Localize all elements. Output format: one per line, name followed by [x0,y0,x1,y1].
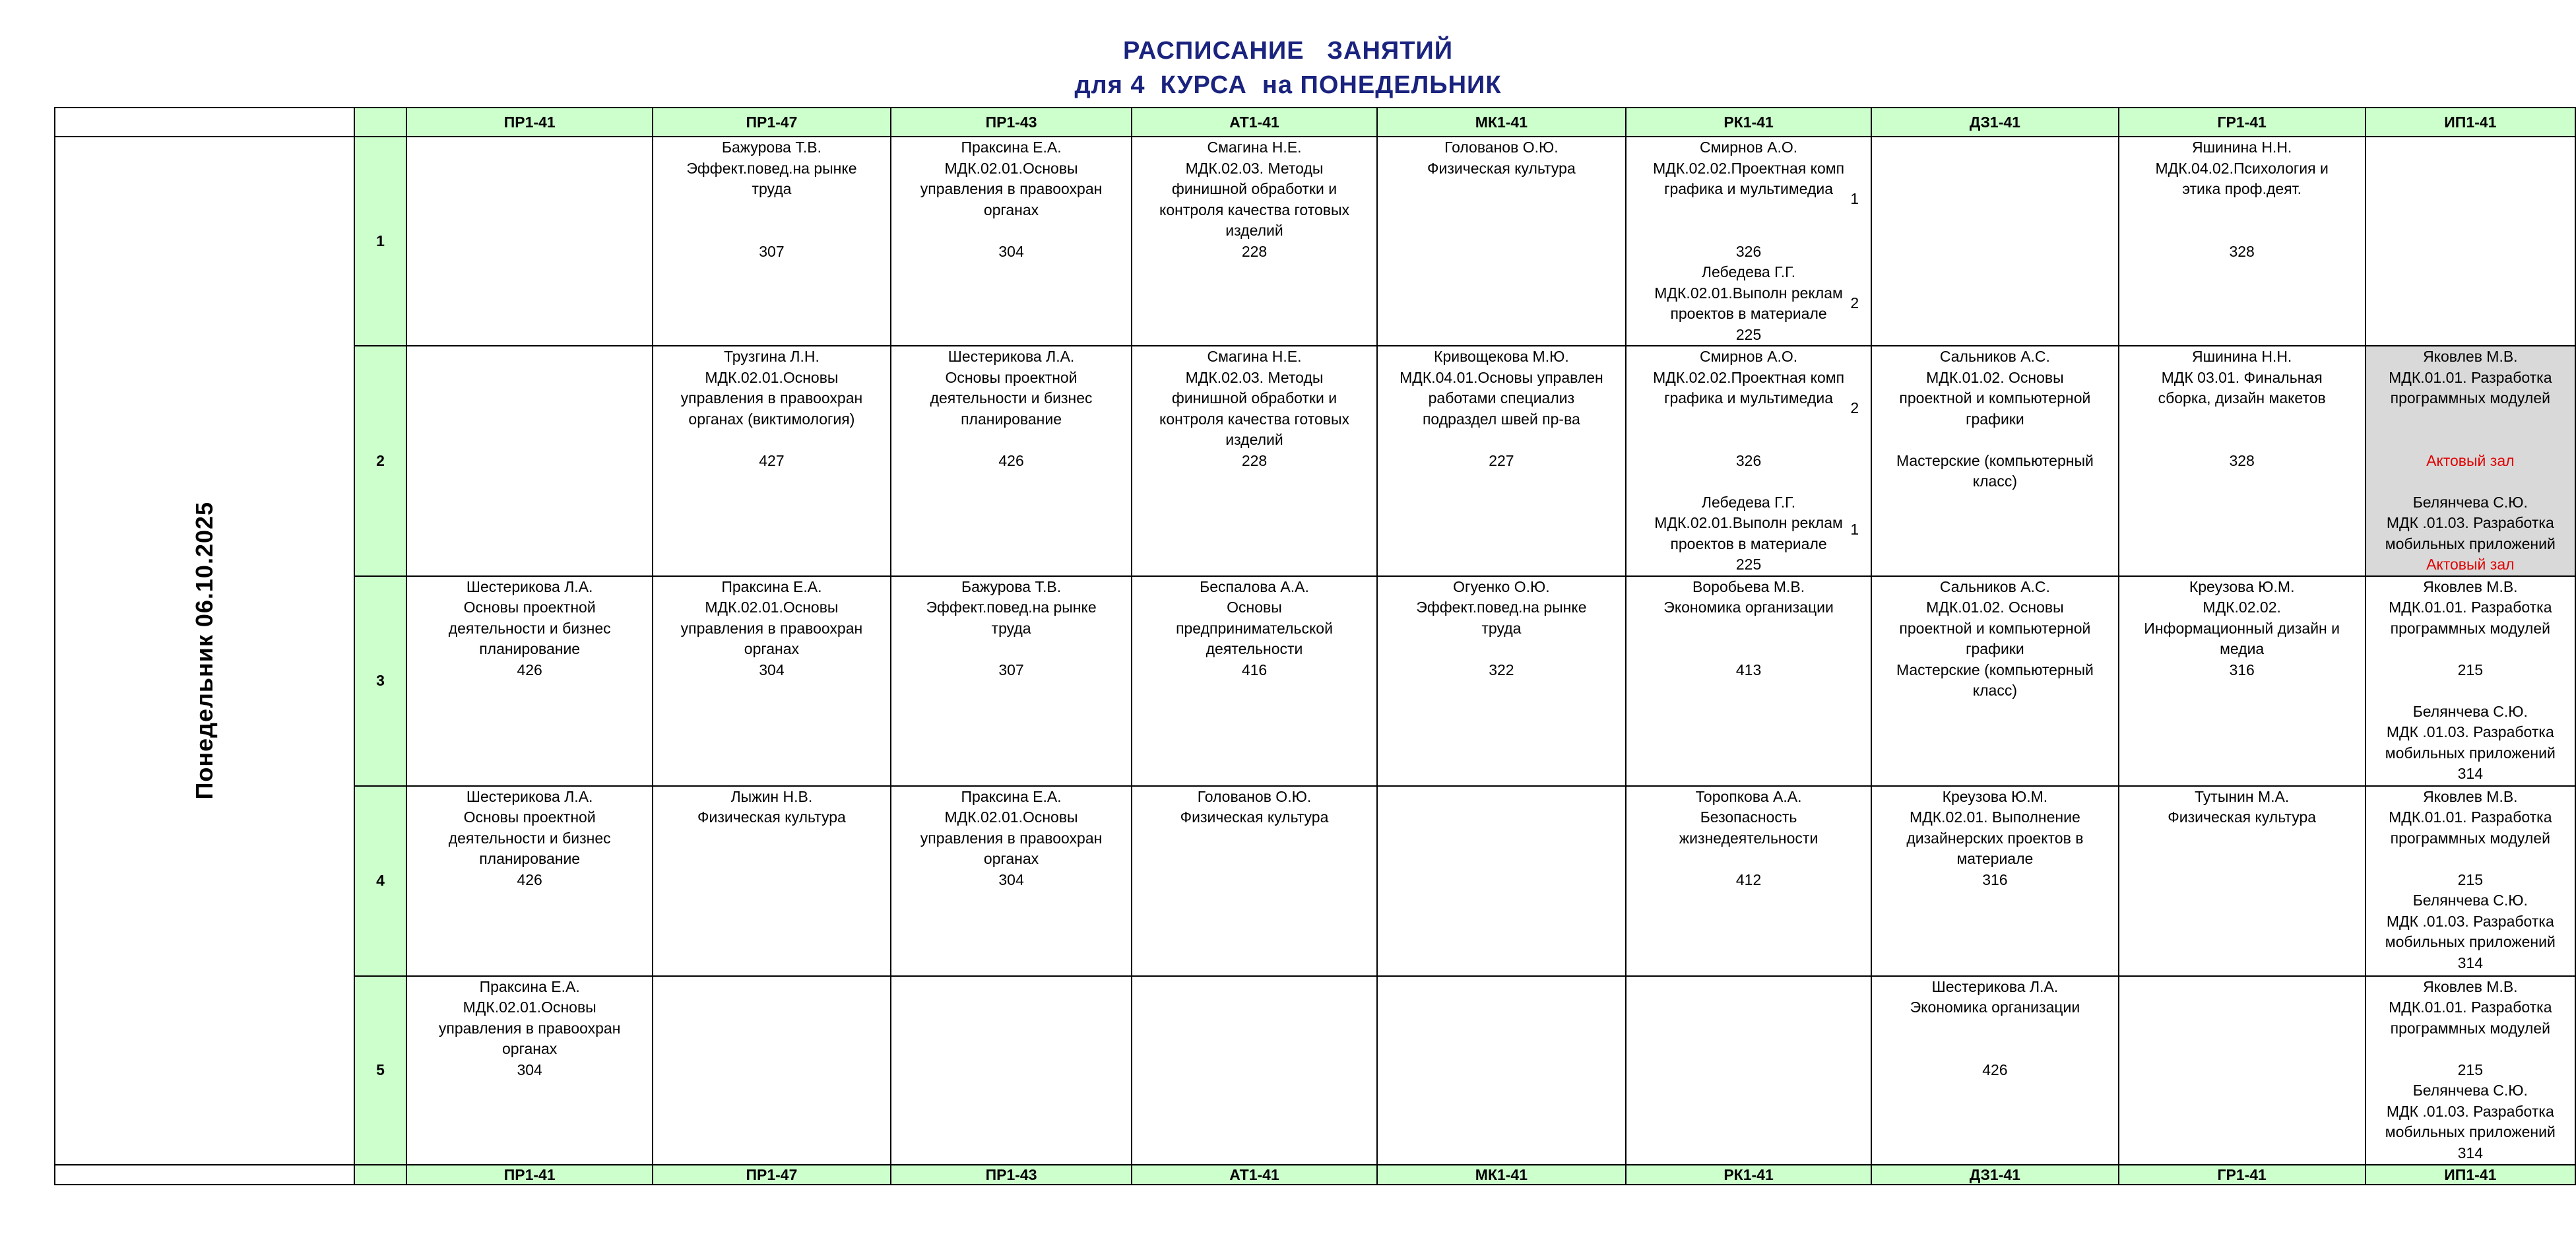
schedule-table [54,107,2576,1185]
cell-line: изделий [1225,431,1283,448]
cell-line: класс) [1972,682,2017,699]
schedule-cell [653,576,891,786]
schedule-cell [653,786,891,976]
cell-line: мобильных приложений [2385,744,2556,762]
group-footer: ИП1-41 [2366,1165,2575,1185]
pair-number: 3 [354,576,407,786]
cell-line: МДК.02.02. [2203,599,2281,616]
schedule-cell [1132,137,1377,346]
cell-line: Голованов О.Ю. [1444,139,1559,156]
cell-line: изделий [1225,222,1283,239]
cell-line: Кривощекова М.Ю. [1434,348,1569,365]
cell-line: МДК.01.01. Разработка [2389,808,2552,826]
cell-line: МДК.02.01.Основы [705,368,839,386]
cell-line: графика и мультимедиа [1664,389,1834,407]
cell-line: 314 [2457,1144,2483,1162]
cell-line [653,200,890,221]
cell-line [1626,220,1871,242]
cell-line: проектной и компьютерной [1899,619,2091,637]
cell-line: Сальников А.С. [1939,348,2050,365]
cell-line: контроля качества готовых [1159,410,1349,428]
cell-line: Эффект.повед.на рынке [1416,599,1587,616]
cell-line: Белянчева С.Ю. [2412,1082,2528,1099]
schedule-cell [2366,786,2575,976]
cell-line: 307 [998,661,1024,678]
cell-line: Тутынин М.А. [2195,787,2290,805]
cell-line: Сальников А.С. [1939,577,2050,595]
cell-line: деятельности и бизнес [448,619,611,637]
group-header: ПР1-47 [653,108,891,137]
cell-line: органах [502,1040,558,1057]
cell-line: МДК.02.01.Основы [463,999,596,1016]
schedule-cell [2119,137,2366,346]
cell-line: 426 [517,661,542,678]
cell-line: Яковлев М.В. [2423,977,2518,995]
cell-line: Бажурова Т.В. [721,139,821,156]
cell-line: МДК .01.03. Разработка [2386,1102,2554,1120]
schedule-cell [1132,976,1377,1165]
pair-number: 2 [354,346,407,576]
schedule-cell [2119,786,2366,976]
cell-line: Белянчева С.Ю. [2412,892,2528,909]
cell-line: Эффект.повед.на рынке [686,159,857,177]
cell-line: 228 [1241,451,1268,469]
cell-line: программных модулей [2390,1019,2550,1037]
cell-line: Креузова Ю.М. [1942,787,2048,805]
cell-line: МДК 03.01. Финальная [2161,368,2323,386]
schedule-cell [891,976,1132,1165]
cell-line [1626,618,1871,639]
schedule-cell [891,786,1132,976]
cell-line: МДК.02.02.Проектная комп [1653,368,1845,386]
cell-line: Воробьева М.В. [1692,577,1805,595]
cell-line: дизайнерских проектов в [1906,829,2084,847]
cell-line: МДК.04.02.Психология и [2155,159,2329,177]
cell-line: МДК.02.01.Основы [944,808,1078,826]
cell-line: МДК.01.02. Основы [1926,599,2064,616]
group-footer: ПР1-41 [406,1165,653,1185]
cell-line: Мастерские (компьютерный [1896,661,2094,678]
header-row-top [55,108,2575,137]
schedule-cell [1626,576,1871,786]
cell-line [2366,471,2575,492]
cell-line: проектов в материале [1670,305,1827,322]
schedule-cell [2366,137,2575,346]
cell-line: Белянчева С.Ю. [2412,493,2528,511]
cell-line: финишной обработки и [1171,389,1337,407]
cell-line: Физическая культура [1180,808,1329,826]
schedule-cell [653,346,891,576]
subgroup-number: 1 [1850,521,1859,538]
cell-line: Огуенко О.Ю. [1453,577,1550,595]
cell-line: деятельности [1206,640,1303,657]
cell-line: МДК.02.02.Проектная комп [1653,159,1845,177]
cell-line: жизнедеятельности [1679,829,1819,847]
cell-line: программных модулей [2390,389,2550,407]
schedule-cell [1626,786,1871,976]
cell-line: МДК.01.01. Разработка [2389,368,2552,386]
cell-line: органах [983,201,1039,218]
cell-line: 304 [998,242,1024,260]
cell-line: контроля качества готовых [1159,201,1349,218]
cell-line: Яковлев М.В. [2423,577,2518,595]
cell-line: финишной обработки и [1171,180,1337,197]
cell-line: управления в правоохран [920,829,1103,847]
cell-line: 215 [2457,1061,2483,1078]
cell-line: программных модулей [2390,829,2550,847]
cell-line [2119,220,2365,242]
schedule-cell [406,786,653,976]
schedule-cell [1626,346,1871,576]
schedule-cell [1626,976,1871,1165]
cell-line: программных модулей [2390,619,2550,637]
footer-blank-green [354,1165,407,1185]
cell-line [1872,1018,2118,1039]
schedule-subtitle: для 4 КУРСА на ПОНЕДЕЛЬНИК [1074,71,1502,99]
cell-line: Физическая культура [697,808,846,826]
cell-line [1626,200,1871,221]
cell-line: Эффект.повед.на рынке [926,599,1097,616]
cell-line: планирование [961,410,1062,428]
subgroup-number: 1 [1850,190,1859,207]
cell-line: 225 [1735,556,1762,573]
cell-line: МДК.04.01.Основы управлен [1400,368,1603,386]
cell-line: 215 [2457,661,2483,678]
day-label: Понедельник 06.10.2025 [191,501,218,800]
cell-line: Шестерикова Л.А. [466,577,593,595]
schedule-cell [1132,346,1377,576]
cell-line: Шестерикова Л.А. [466,787,593,805]
group-footer: ГР1-41 [2119,1165,2366,1185]
cell-line: Лыжин Н.В. [730,787,813,805]
cell-line: графики [1966,410,2024,428]
cell-line [653,430,890,451]
cell-line: 304 [998,870,1024,888]
cell-line: труда [1481,619,1522,637]
cell-line: Лебедева Г.Г. [1701,493,1796,511]
cell-line: Беспалова А.А. [1200,577,1309,595]
cell-line [1626,409,1871,430]
group-header: ГР1-41 [2119,108,2366,137]
cell-line [891,220,1131,242]
group-header: РК1-41 [1626,108,1871,137]
footer-blank [55,1165,354,1185]
cell-line: управления в правоохран [680,619,863,637]
cell-line: проектов в материале [1670,535,1827,552]
cell-line: Физическая культура [1427,159,1576,177]
group-header: ДЗ1-41 [1871,108,2119,137]
schedule-cell [406,346,653,576]
cell-line [1872,1039,2118,1060]
cell-line: МДК .01.03. Разработка [2386,912,2554,930]
cell-line: этика проф.деят. [2182,180,2302,197]
schedule-cell [1871,786,2119,976]
cell-line: МДК.02.03. Методы [1185,368,1324,386]
pair-number: 4 [354,786,407,976]
cell-line: 413 [1735,661,1762,678]
cell-line: графики [1966,640,2024,657]
cell-line: органах (виктимология) [688,410,855,428]
cell-line: Праксина Е.А. [721,577,822,595]
cell-line: МДК.02.01. Выполнение [1910,808,2080,826]
cell-line [2366,430,2575,451]
group-header: ПР1-41 [406,108,653,137]
cell-line: труда [991,619,1031,637]
group-header: МК1-41 [1377,108,1626,137]
schedule-cell [406,576,653,786]
cell-line: 326 [1735,451,1762,469]
cell-line [1378,430,1625,451]
cell-line: Креузова Ю.М. [2189,577,2295,595]
cell-line: Праксина Е.А. [479,977,580,995]
schedule-cell [2119,576,2366,786]
cell-line: МДК.02.01.Выполн реклам [1654,284,1843,302]
cell-line: 307 [759,242,785,260]
cell-line: МДК.02.01.Выполн реклам [1654,514,1843,531]
header-blank [55,108,354,137]
cell-line: Голованов О.Ю. [1197,787,1312,805]
cell-line: деятельности и бизнес [448,829,611,847]
cell-line: Смирнов А.О. [1699,139,1798,156]
schedule-cell [1626,137,1871,346]
group-footer: МК1-41 [1377,1165,1626,1185]
cell-line [1378,639,1625,660]
schedule-cell [891,346,1132,576]
cell-line: Смирнов А.О. [1699,348,1798,365]
group-footer: ДЗ1-41 [1871,1165,2119,1185]
cell-line: органах [983,850,1039,867]
cell-line: Яковлев М.В. [2423,787,2518,805]
schedule-cell [1377,576,1626,786]
cell-line [891,639,1131,660]
cell-line: 227 [1489,451,1514,469]
schedule-cell [406,976,653,1165]
cell-line [2366,409,2575,430]
cell-line [2119,200,2365,221]
cell-line: МДК.02.01.Основы [944,159,1078,177]
schedule-cell [1871,137,2119,346]
schedule-cell [1871,976,2119,1165]
schedule-cell [891,137,1132,346]
cell-line: 314 [2457,954,2483,971]
cell-line: управления в правоохран [438,1019,621,1037]
cell-line: МДК.01.01. Разработка [2389,999,2552,1016]
schedule-cell [653,976,891,1165]
subgroup-number: 2 [1850,399,1859,416]
schedule-cell [2119,346,2366,576]
schedule-cell [653,137,891,346]
cell-line [1626,849,1871,870]
schedule-cell [406,137,653,346]
cell-line: Основы проектной [463,599,596,616]
cell-line: медиа [2220,640,2265,657]
schedule-cell [1377,786,1626,976]
group-header: ИП1-41 [2366,108,2575,137]
cell-line: деятельности и бизнес [930,389,1093,407]
cell-line: 215 [2457,870,2483,888]
cell-line: Актовый зал [2426,556,2515,573]
cell-line: МДК.01.01. Разработка [2389,599,2552,616]
cell-line: класс) [1972,473,2017,490]
schedule-cell [1871,346,2119,576]
cell-line: Информационный дизайн и [2144,619,2340,637]
schedule-cell [1132,786,1377,976]
cell-line: 326 [1735,242,1762,260]
cell-line [2366,639,2575,660]
cell-line: Мастерские (компьютерный [1896,451,2094,469]
pair-row [55,346,2575,576]
cell-line: Экономика организации [1910,999,2080,1016]
cell-line [2119,430,2365,451]
group-footer: АТ1-41 [1132,1165,1377,1185]
cell-line: Лебедева Г.Г. [1701,263,1796,280]
cell-line: 316 [1982,870,2008,888]
cell-line: мобильных приложений [2385,535,2556,552]
cell-line: Праксина Е.А. [961,787,1062,805]
schedule-cell [2366,576,2575,786]
cell-line: Основы [1227,599,1282,616]
cell-line: труда [752,180,792,197]
pair-row [55,576,2575,786]
cell-line: 225 [1735,325,1762,343]
cell-line: Смагина Н.Е. [1207,348,1302,365]
cell-line: МДК .01.03. Разработка [2386,514,2554,531]
day-label-cell [55,137,354,1165]
cell-line: 426 [998,451,1024,469]
cell-line: Яковлев М.В. [2423,348,2518,365]
cell-line: 228 [1241,242,1268,260]
cell-line: МДК.02.01.Основы [705,599,839,616]
cell-line: Шестерикова Л.А. [1931,977,2059,995]
cell-line [653,220,890,242]
cell-line: МДК .01.03. Разработка [2386,723,2554,740]
cell-line: мобильных приложений [2385,933,2556,950]
cell-line: планирование [479,640,581,657]
cell-line: Экономика организации [1663,599,1834,616]
schedule-cell [2366,346,2575,576]
cell-line [1626,639,1871,660]
header-blank-green [354,108,407,137]
cell-line [1626,471,1871,492]
cell-line: управления в правоохран [680,389,863,407]
cell-line: органах [744,640,800,657]
cell-line: Праксина Е.А. [961,139,1062,156]
schedule-title: РАСПИСАНИЕ ЗАНЯТИЙ [1122,37,1454,65]
cell-line [891,430,1131,451]
cell-line [2366,680,2575,702]
cell-line: 304 [517,1061,542,1078]
cell-line: Шестерикова Л.А. [948,348,1075,365]
cell-line: Актовый зал [2426,451,2515,469]
schedule-cell [1377,137,1626,346]
cell-line [2366,849,2575,870]
cell-line: проектной и компьютерной [1899,389,2091,407]
cell-line: графика и мультимедиа [1664,180,1834,197]
schedule-cell [1871,576,2119,786]
cell-line: 412 [1735,870,1762,888]
cell-line [2119,409,2365,430]
pair-row [55,786,2575,976]
pair-row [55,137,2575,346]
cell-line: мобильных приложений [2385,1123,2556,1140]
cell-line: предпринимательской [1176,619,1333,637]
cell-line: МДК.02.03. Методы [1185,159,1324,177]
cell-line: Трузгина Л.Н. [723,348,820,365]
schedule-cell [1377,346,1626,576]
group-footer: ПР1-47 [653,1165,891,1185]
cell-line: материале [1956,850,2034,867]
schedule-cell [891,576,1132,786]
cell-line: Белянчева С.Ю. [2412,702,2528,720]
cell-line: МДК.01.02. Основы [1926,368,2064,386]
cell-line [1626,430,1871,451]
pair-number: 1 [354,137,407,346]
cell-line: 328 [2229,242,2255,260]
cell-line: 304 [759,661,785,678]
group-footer: РК1-41 [1626,1165,1871,1185]
cell-line: Бажурова Т.В. [961,577,1062,595]
cell-line: 314 [2457,765,2483,782]
cell-line: сборка, дизайн макетов [2158,389,2326,407]
cell-line: Торопкова А.А. [1695,787,1802,805]
group-header: АТ1-41 [1132,108,1377,137]
schedule-cell [2119,976,2366,1165]
cell-line: 328 [2229,451,2255,469]
group-footer: ПР1-43 [891,1165,1132,1185]
cell-line: 316 [2229,661,2255,678]
cell-line: 322 [1489,661,1514,678]
cell-line: работами специализ [1428,389,1575,407]
cell-line: планирование [479,850,581,867]
cell-line: Безопасность [1700,808,1797,826]
cell-line: 416 [1241,661,1268,678]
pair-row [55,976,2575,1165]
cell-line: 426 [1982,1061,2008,1078]
subgroup-number: 2 [1850,294,1859,312]
schedule-cell [1377,976,1626,1165]
cell-line: Основы проектной [945,368,1078,386]
header-row-bottom [55,1165,2575,1185]
cell-line: управления в правоохран [920,180,1103,197]
pair-number: 5 [354,976,407,1165]
cell-line: Яшинина Н.Н. [2191,139,2292,156]
cell-line: Основы проектной [463,808,596,826]
cell-line: 426 [517,870,542,888]
cell-line: Физическая культура [2168,808,2317,826]
schedule-cell [2366,976,2575,1165]
cell-line [2366,1039,2575,1060]
group-header: ПР1-43 [891,108,1132,137]
cell-line: 427 [759,451,785,469]
cell-line [1872,430,2118,451]
cell-line: Яшинина Н.Н. [2191,348,2292,365]
cell-line: подраздел швей пр-ва [1422,410,1580,428]
cell-line: Смагина Н.Е. [1207,139,1302,156]
schedule-cell [1132,576,1377,786]
